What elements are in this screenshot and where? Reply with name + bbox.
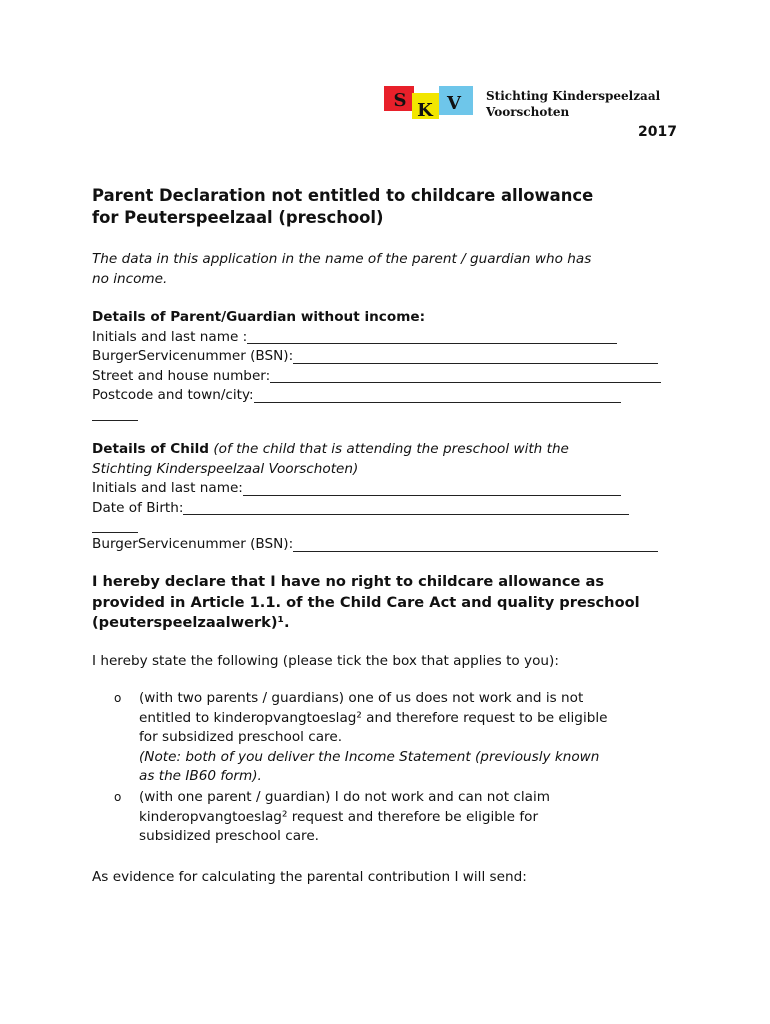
child-dob-line[interactable]	[183, 500, 629, 515]
title-line-1: Parent Declaration not entitled to childcare allowance	[92, 186, 594, 205]
option-1-line-3: for subsidized preschool care.	[139, 729, 343, 746]
declaration-line-2: provided in Article 1.1. of the Child Care Act and quality preschool	[92, 593, 640, 611]
logo-letter-s: S	[393, 90, 407, 111]
child-details-section	[92, 440, 692, 555]
logo-letter-v: V	[447, 93, 461, 114]
option-one-parent[interactable]	[114, 788, 684, 847]
declaration-line-3: (peuterspeelzaalwerk)¹.	[92, 614, 290, 631]
parent-section-heading: Details of Parent/Guardian without income:	[92, 309, 426, 325]
child-dob-label: Date of Birth:	[92, 499, 184, 516]
option-2-line-2: kinderopvangtoeslag² request and therefore be eligible for	[139, 808, 539, 825]
evidence-text: As evidence for calculating the parental contribution I will send:	[92, 869, 527, 885]
title-line-2: for Peuterspeelzaal (preschool)	[92, 208, 384, 227]
parent-name-field[interactable]	[92, 328, 692, 348]
page-title	[92, 185, 692, 229]
parent-street-field[interactable]	[92, 367, 692, 387]
child-heading-label: Details of Child	[92, 441, 210, 457]
option-1-note-1: (Note: both of you deliver the Income Statement (previously known	[139, 748, 600, 765]
child-name-line[interactable]	[243, 481, 621, 496]
parent-postcode-field[interactable]	[92, 386, 692, 406]
logo-letter-k: K	[417, 100, 433, 120]
child-heading-note-1: (of the child that is attending the preschool with the	[213, 441, 569, 457]
parent-postcode-line-continuation[interactable]	[92, 406, 138, 421]
option-two-parents[interactable]	[114, 689, 684, 787]
declaration-line-1: I hereby declare that I have no right to childcare allowance as	[92, 573, 605, 590]
statement-text: I hereby state the following (please tick the box that applies to you):	[92, 653, 559, 669]
child-bsn-field[interactable]	[92, 535, 692, 555]
parent-street-line[interactable]	[270, 368, 661, 383]
intro-line-2: no income.	[92, 270, 168, 287]
child-name-field[interactable]	[92, 479, 692, 499]
option-1-line-1: (with two parents / guardians) one of us does not work and is not	[139, 690, 584, 706]
declaration-text	[92, 572, 692, 634]
parent-postcode-label: Postcode and town/city:	[92, 387, 254, 404]
organization-name	[486, 88, 660, 120]
intro-line-1: The data in this application in the name of the parent / guardian who has	[92, 251, 592, 267]
child-bsn-label: BurgerServicenummer (BSN):	[92, 536, 294, 553]
parent-bsn-field[interactable]	[92, 347, 692, 367]
child-name-label: Initials and last name:	[92, 480, 243, 497]
intro-text	[92, 250, 692, 289]
option-1-note-2: as the IB60 form).	[139, 768, 262, 785]
parent-bsn-label: BurgerServicenummer (BSN):	[92, 348, 294, 365]
parent-street-label: Street and house number:	[92, 367, 271, 384]
document-year: 2017	[638, 124, 677, 140]
parent-postcode-line[interactable]	[254, 388, 621, 403]
child-heading-note-2: Stichting Kinderspeelzaal Voorschoten)	[92, 460, 359, 477]
option-2-checkbox[interactable]: o	[114, 790, 122, 804]
parent-name-line[interactable]	[247, 329, 617, 344]
option-1-line-2: entitled to kinderopvangtoeslag² and therefore request to be eligible	[139, 709, 608, 726]
parent-bsn-line[interactable]	[293, 349, 658, 364]
child-dob-field[interactable]	[92, 499, 692, 519]
parent-name-label: Initials and last name :	[92, 328, 248, 345]
option-1-checkbox[interactable]: o	[114, 691, 122, 705]
skv-logo	[383, 84, 475, 120]
option-2-line-3: subsidized preschool care.	[139, 828, 320, 845]
org-line-1: Stichting Kinderspeelzaal	[486, 89, 661, 103]
child-bsn-line[interactable]	[293, 537, 658, 552]
child-section-heading	[92, 440, 692, 460]
child-dob-line-continuation[interactable]	[92, 518, 138, 533]
parent-details-section	[92, 308, 692, 423]
option-2-line-1: (with one parent / guardian) I do not work and can not claim	[139, 789, 550, 805]
org-line-2: Voorschoten	[486, 105, 570, 119]
